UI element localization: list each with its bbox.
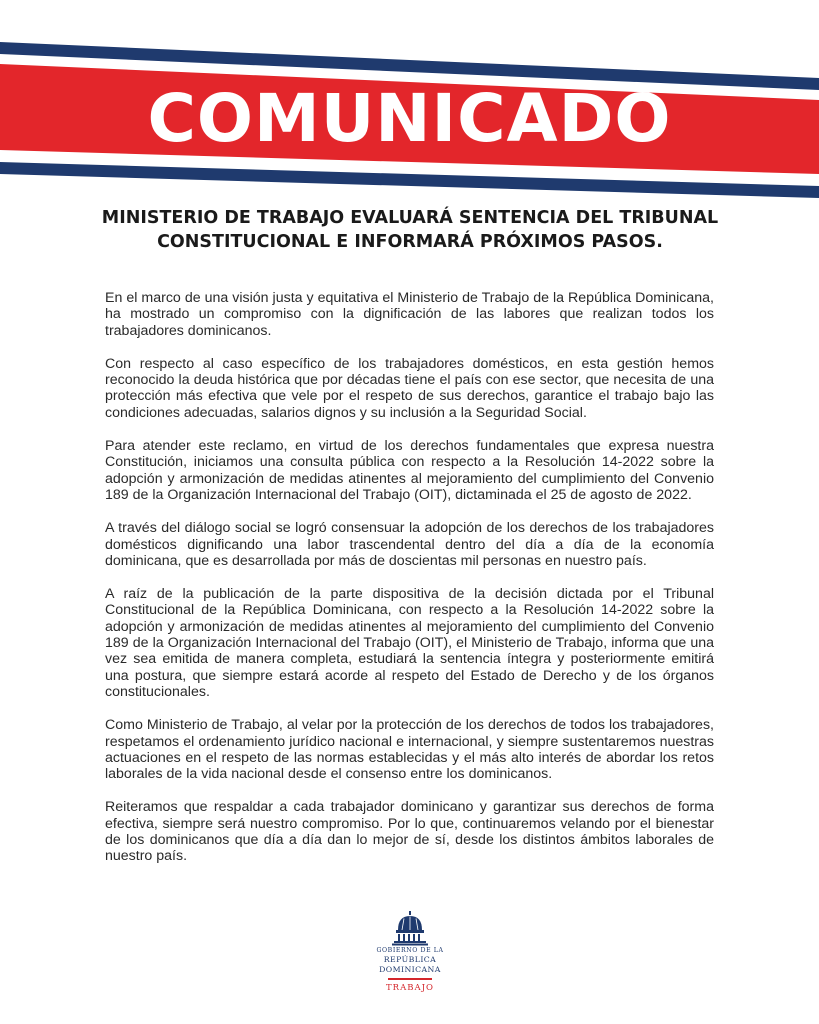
- paragraph: En el marco de una visión justa y equitativa el Ministerio de Trabajo de la República Dominicana, ha mostrado un compromiso con la dignificación de las labores que realizan todos los trabajadores dominicanos.: [105, 290, 714, 339]
- paragraph: A través del diálogo social se logró consensuar la adopción de los derechos de los trabajadores domésticos dignificando una labor trascendental dentro del día a día de la economía dominicana, que es desarrollada por más de doscientas mil personas en nuestro país.: [105, 520, 714, 569]
- government-seal: [350, 910, 470, 1000]
- body-text: [105, 290, 714, 882]
- seal-department: TRABAJO: [386, 982, 434, 993]
- headline: MINISTERIO DE TRABAJO EVALUARÁ SENTENCIA DEL TRIBUNAL CONSTITUCIONAL E INFORMARÁ PRÓXIMOS PASOS.: [101, 208, 719, 252]
- paragraph: Reiteramos que respaldar a cada trabajador dominicano y garantizar sus derechos de forma efectiva, siempre será nuestro compromiso. Por lo que, continuaremos velando por el bienestar de los dominicanos que día a día dan lo mejor de sí, desde los distintos ámbitos laborales de nuestro país.: [105, 799, 714, 865]
- seal-divider: [388, 978, 432, 980]
- paragraph: A raíz de la publicación de la parte dispositiva de la decisión dictada por el Tribunal Constitucional de la República Dominicana, con respecto a la Resolución 14-2022 sobre la adopción y armonización de medidas atinentes al mejoramiento del cumplimiento del Convenio 189 de la Organización Internacional del Trabajo (OIT), el Ministerio de Trabajo, informa que una vez sea emitida de manera completa, estudiará la sentencia íntegra y posteriormente emitirá una postura, que siempre estará acorde al respeto del Estado de Derecho y de los órganos constitucionales.: [105, 586, 714, 700]
- paragraph: Como Ministerio de Trabajo, al velar por la protección de los derechos de todos los trabajadores, respetamos el ordenamiento jurídico nacional e internacional, y siempre sustentaremos nuestras actuaciones en el respeto de las normas establecidas y el más alto interés de abordar los retos laborales de la vida nacional desde el consenso entre los dominicanos.: [105, 717, 714, 783]
- banner-title: COMUNICADO: [147, 80, 672, 157]
- paragraph: Con respecto al caso específico de los trabajadores domésticos, en esta gestión hemos reconocido la deuda histórica que por décadas tiene el país con ese sector, que necesita de una protección más efectiva que vele por el respeto de sus derechos, garantice el trabajo bajo las condiciones adecuadas, salarios dignos y su inclusión a la Seguridad Social.: [105, 355, 714, 421]
- government-dome-icon: [390, 910, 430, 946]
- paragraph: Para atender este reclamo, en virtud de los derechos fundamentales que expresa nuestra Constitución, iniciamos una consulta pública con respecto a la Resolución 14-2022 sobre la adopción y armonización de medidas atinentes al mejoramiento del cumplimiento del Convenio 189 de la Organización Internacional del Trabajo (OIT), dictaminada el 25 de agosto de 2022.: [105, 438, 714, 503]
- seal-line-dominicana: DOMINICANA: [379, 965, 441, 974]
- seal-line-gobierno: GOBIERNO DE LA: [376, 947, 444, 954]
- seal-line-republica: REPÚBLICA: [383, 955, 437, 964]
